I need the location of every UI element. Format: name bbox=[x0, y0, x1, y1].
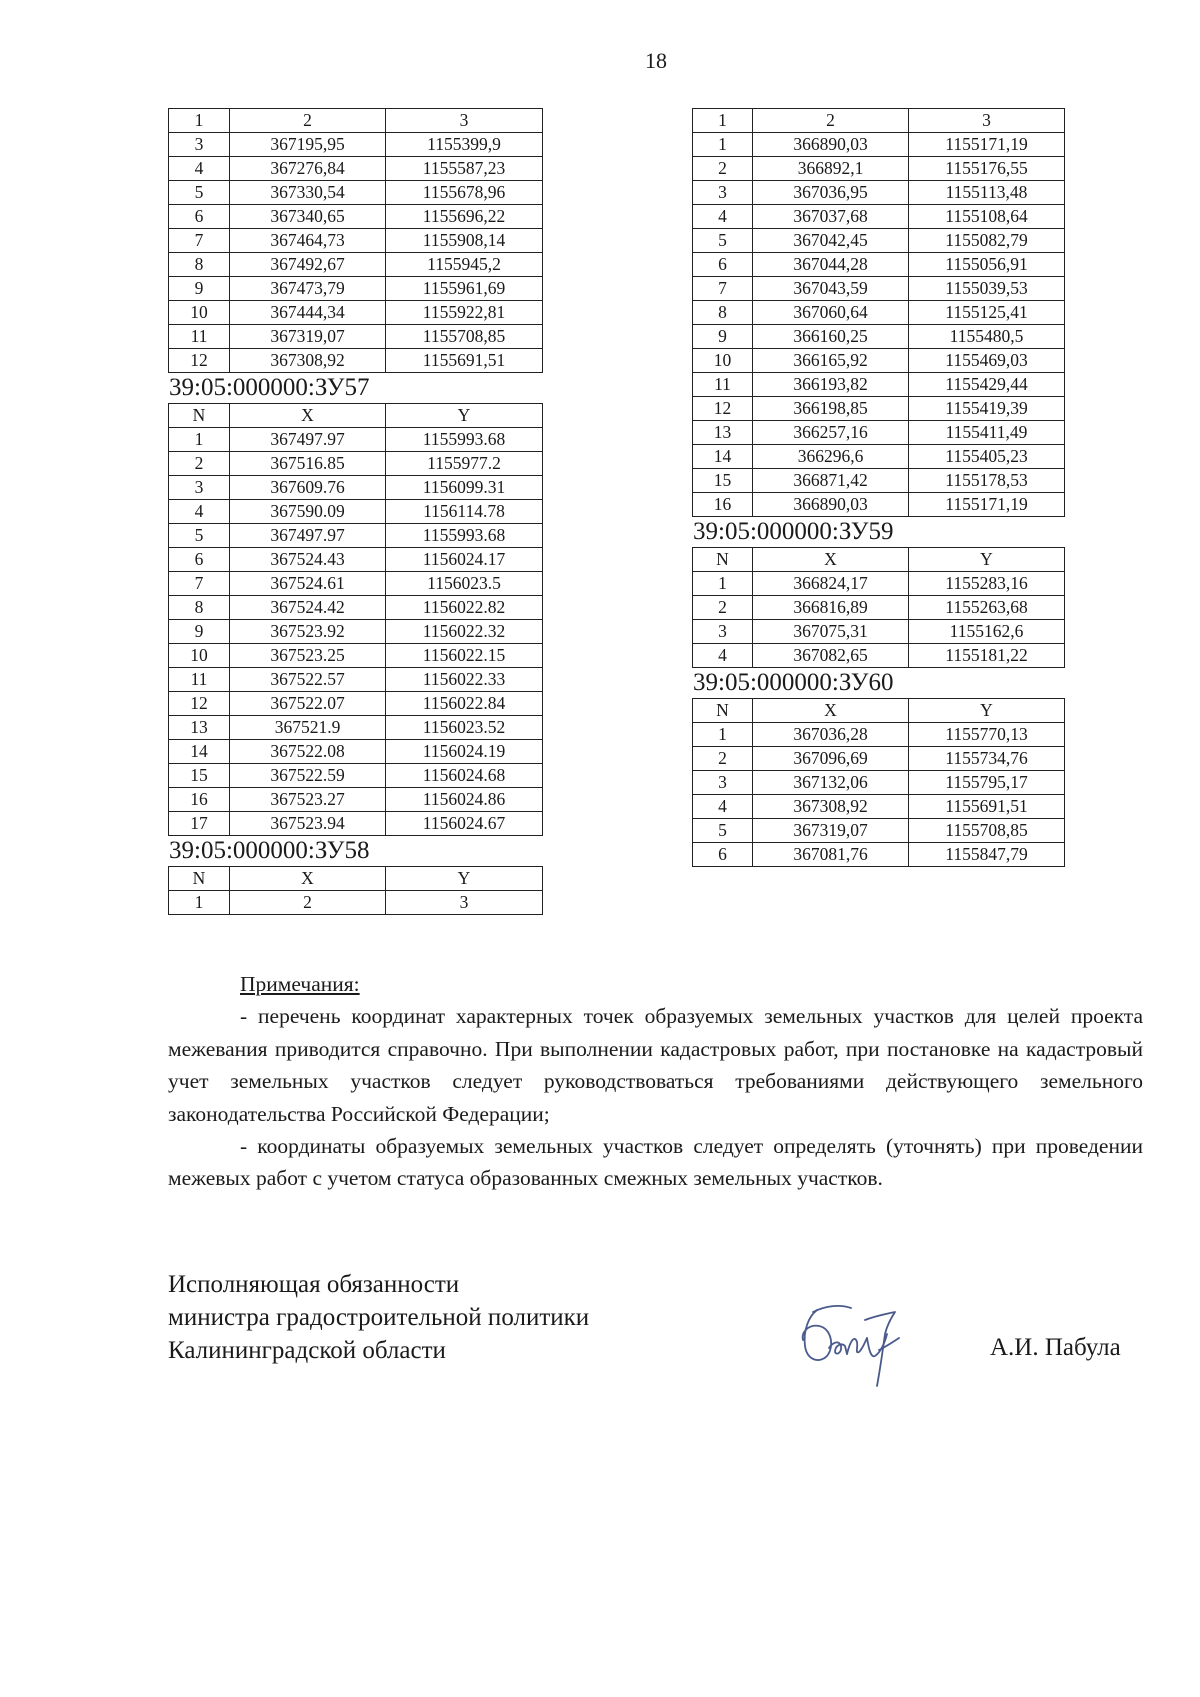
coords-table-zu60 bbox=[692, 698, 1065, 867]
point-number-cell: 3 bbox=[169, 133, 230, 157]
x-coordinate-cell: 367044,28 bbox=[753, 253, 909, 277]
x-coordinate-cell: 366890,03 bbox=[753, 133, 909, 157]
x-coordinate-cell: 367522.57 bbox=[230, 668, 386, 692]
table-row bbox=[693, 301, 1065, 325]
table-row bbox=[169, 277, 543, 301]
table-row bbox=[693, 723, 1065, 747]
y-coordinate-cell: 1155847,79 bbox=[909, 843, 1065, 867]
coords-table-zu59 bbox=[692, 547, 1065, 668]
y-coordinate-cell: 1155678,96 bbox=[386, 181, 543, 205]
point-number-cell: 7 bbox=[169, 229, 230, 253]
signer-name: А.И. Пабула bbox=[990, 1334, 1121, 1361]
point-number-cell: N bbox=[169, 867, 230, 891]
point-number-cell: 4 bbox=[169, 157, 230, 181]
x-coordinate-cell: 367523.25 bbox=[230, 644, 386, 668]
y-coordinate-cell: 1156114.78 bbox=[386, 500, 543, 524]
table-row bbox=[169, 181, 543, 205]
x-coordinate-cell: 2 bbox=[753, 109, 909, 133]
point-number-cell: 1 bbox=[169, 109, 230, 133]
y-coordinate-cell: 1155691,51 bbox=[386, 349, 543, 373]
y-coordinate-cell: 1155922,81 bbox=[386, 301, 543, 325]
point-number-cell: 7 bbox=[169, 572, 230, 596]
table-row bbox=[169, 620, 543, 644]
point-number-cell: N bbox=[693, 548, 753, 572]
y-coordinate-cell: 1155263,68 bbox=[909, 596, 1065, 620]
y-coordinate-cell: 1155708,85 bbox=[386, 325, 543, 349]
x-coordinate-cell: 366892,1 bbox=[753, 157, 909, 181]
x-coordinate-cell: 367522.59 bbox=[230, 764, 386, 788]
x-coordinate-cell: 367037,68 bbox=[753, 205, 909, 229]
point-number-cell: 14 bbox=[693, 445, 753, 469]
x-coordinate-cell: 366165,92 bbox=[753, 349, 909, 373]
x-coordinate-cell: X bbox=[230, 404, 386, 428]
x-coordinate-cell: 367523.27 bbox=[230, 788, 386, 812]
table-row bbox=[693, 397, 1065, 421]
point-number-cell: 11 bbox=[169, 668, 230, 692]
y-coordinate-cell: 1156024.67 bbox=[386, 812, 543, 836]
x-coordinate-cell: 367081,76 bbox=[753, 843, 909, 867]
y-coordinate-cell: 1155993.68 bbox=[386, 524, 543, 548]
x-coordinate-cell: 366257,16 bbox=[753, 421, 909, 445]
y-coordinate-cell: 1155171,19 bbox=[909, 493, 1065, 517]
note-item-2: - координаты образуемых земельных участков следует определять (уточнять) при проведении межевых работ с учетом статуса образованных смежных земельных участков. bbox=[168, 1134, 1143, 1191]
table-row bbox=[693, 795, 1065, 819]
table-row bbox=[169, 891, 543, 915]
point-number-cell: 2 bbox=[693, 596, 753, 620]
table-row bbox=[169, 349, 543, 373]
left-column bbox=[168, 108, 543, 915]
point-number-cell: 1 bbox=[693, 572, 753, 596]
coords-table-right-continuation bbox=[692, 108, 1065, 517]
point-number-cell: 1 bbox=[169, 891, 230, 915]
y-coordinate-cell: Y bbox=[386, 404, 543, 428]
y-coordinate-cell: Y bbox=[909, 699, 1065, 723]
x-coordinate-cell: 367082,65 bbox=[753, 644, 909, 668]
x-coordinate-cell: 366160,25 bbox=[753, 325, 909, 349]
x-coordinate-cell: 367043,59 bbox=[753, 277, 909, 301]
table-row bbox=[169, 157, 543, 181]
y-coordinate-cell: 1155429,44 bbox=[909, 373, 1065, 397]
table-row bbox=[693, 181, 1065, 205]
table-row bbox=[693, 843, 1065, 867]
table-row bbox=[169, 812, 543, 836]
y-coordinate-cell: 1155399,9 bbox=[386, 133, 543, 157]
point-number-cell: 9 bbox=[169, 620, 230, 644]
y-coordinate-cell: 1155977.2 bbox=[386, 452, 543, 476]
table-row bbox=[169, 596, 543, 620]
point-number-cell: 6 bbox=[693, 843, 753, 867]
coords-table-zu58 bbox=[168, 866, 543, 915]
table-row bbox=[169, 524, 543, 548]
x-coordinate-cell: 367492,67 bbox=[230, 253, 386, 277]
notes-block bbox=[168, 968, 1143, 1195]
point-number-cell: 13 bbox=[169, 716, 230, 740]
y-coordinate-cell: 1155419,39 bbox=[909, 397, 1065, 421]
y-coordinate-cell: 3 bbox=[909, 109, 1065, 133]
right-column bbox=[692, 108, 1065, 867]
table-row bbox=[693, 349, 1065, 373]
x-coordinate-cell: 367036,28 bbox=[753, 723, 909, 747]
y-coordinate-cell: 1156024.86 bbox=[386, 788, 543, 812]
x-coordinate-cell: 367524.61 bbox=[230, 572, 386, 596]
y-coordinate-cell: 1155056,91 bbox=[909, 253, 1065, 277]
y-coordinate-cell: 1155696,22 bbox=[386, 205, 543, 229]
table-row bbox=[693, 596, 1065, 620]
table-row bbox=[693, 325, 1065, 349]
point-number-cell: 12 bbox=[169, 349, 230, 373]
table-row bbox=[169, 428, 543, 452]
point-number-cell: N bbox=[693, 699, 753, 723]
table-row bbox=[169, 205, 543, 229]
point-number-cell: 11 bbox=[169, 325, 230, 349]
point-number-cell: 3 bbox=[693, 620, 753, 644]
x-coordinate-cell: 367473,79 bbox=[230, 277, 386, 301]
x-coordinate-cell: 366816,89 bbox=[753, 596, 909, 620]
y-coordinate-cell: 1155181,22 bbox=[909, 644, 1065, 668]
y-coordinate-cell: 1155480,5 bbox=[909, 325, 1065, 349]
x-coordinate-cell: 367521.9 bbox=[230, 716, 386, 740]
table-row bbox=[693, 493, 1065, 517]
point-number-cell: 4 bbox=[693, 644, 753, 668]
point-number-cell: 9 bbox=[169, 277, 230, 301]
point-number-cell: 7 bbox=[693, 277, 753, 301]
y-coordinate-cell: 1155945,2 bbox=[386, 253, 543, 277]
y-coordinate-cell: 1155108,64 bbox=[909, 205, 1065, 229]
x-coordinate-cell: 367096,69 bbox=[753, 747, 909, 771]
y-coordinate-cell: 1155734,76 bbox=[909, 747, 1065, 771]
x-coordinate-cell: 367060,64 bbox=[753, 301, 909, 325]
section-title-zu57: 39:05:000000:ЗУ57 bbox=[169, 374, 370, 401]
x-coordinate-cell: 367464,73 bbox=[230, 229, 386, 253]
point-number-cell: 8 bbox=[169, 596, 230, 620]
page-number: 18 bbox=[645, 48, 667, 73]
x-coordinate-cell: 367036,95 bbox=[753, 181, 909, 205]
table-row bbox=[693, 469, 1065, 493]
point-number-cell: 5 bbox=[693, 229, 753, 253]
handwritten-signature bbox=[795, 1298, 910, 1393]
table-header-row bbox=[693, 109, 1065, 133]
point-number-cell: 4 bbox=[693, 795, 753, 819]
table-row bbox=[169, 500, 543, 524]
point-number-cell: 15 bbox=[693, 469, 753, 493]
table-header-row bbox=[693, 699, 1065, 723]
table-row bbox=[169, 301, 543, 325]
table-row bbox=[693, 277, 1065, 301]
y-coordinate-cell: 3 bbox=[386, 109, 543, 133]
table-header-row bbox=[169, 404, 543, 428]
point-number-cell: 10 bbox=[169, 644, 230, 668]
y-coordinate-cell: Y bbox=[386, 867, 543, 891]
point-number-cell: 15 bbox=[169, 764, 230, 788]
x-coordinate-cell: 367075,31 bbox=[753, 620, 909, 644]
x-coordinate-cell: 367524.43 bbox=[230, 548, 386, 572]
y-coordinate-cell: 1156022.84 bbox=[386, 692, 543, 716]
point-number-cell: 2 bbox=[693, 157, 753, 181]
y-coordinate-cell: 1156022.33 bbox=[386, 668, 543, 692]
x-coordinate-cell: 366871,42 bbox=[753, 469, 909, 493]
y-coordinate-cell: 1155908,14 bbox=[386, 229, 543, 253]
point-number-cell: 1 bbox=[693, 133, 753, 157]
table-row bbox=[693, 445, 1065, 469]
signatory-title bbox=[168, 1268, 589, 1367]
point-number-cell: 6 bbox=[693, 253, 753, 277]
y-coordinate-cell: 3 bbox=[386, 891, 543, 915]
table-header-row bbox=[169, 867, 543, 891]
x-coordinate-cell: 366890,03 bbox=[753, 493, 909, 517]
signatory-line-1: Исполняющая обязанности bbox=[168, 1271, 460, 1298]
y-coordinate-cell: 1155708,85 bbox=[909, 819, 1065, 843]
table-row bbox=[169, 325, 543, 349]
point-number-cell: 11 bbox=[693, 373, 753, 397]
x-coordinate-cell: 2 bbox=[230, 109, 386, 133]
section-title-zu58: 39:05:000000:ЗУ58 bbox=[169, 837, 370, 864]
point-number-cell: 12 bbox=[693, 397, 753, 421]
table-row bbox=[693, 747, 1065, 771]
coords-table-left-continuation bbox=[168, 108, 543, 373]
y-coordinate-cell: 1156022.15 bbox=[386, 644, 543, 668]
point-number-cell: 6 bbox=[169, 548, 230, 572]
point-number-cell: 4 bbox=[169, 500, 230, 524]
x-coordinate-cell: 367609.76 bbox=[230, 476, 386, 500]
x-coordinate-cell: 367195,95 bbox=[230, 133, 386, 157]
y-coordinate-cell: 1156024.19 bbox=[386, 740, 543, 764]
point-number-cell: 8 bbox=[169, 253, 230, 277]
point-number-cell: 5 bbox=[693, 819, 753, 843]
table-row bbox=[169, 692, 543, 716]
y-coordinate-cell: 1156024.68 bbox=[386, 764, 543, 788]
point-number-cell: 1 bbox=[693, 109, 753, 133]
table-row bbox=[693, 229, 1065, 253]
point-number-cell: 12 bbox=[169, 692, 230, 716]
table-header-row bbox=[693, 548, 1065, 572]
point-number-cell: 16 bbox=[693, 493, 753, 517]
y-coordinate-cell: Y bbox=[909, 548, 1065, 572]
table-row bbox=[169, 668, 543, 692]
x-coordinate-cell: 367132,06 bbox=[753, 771, 909, 795]
x-coordinate-cell: 366296,6 bbox=[753, 445, 909, 469]
x-coordinate-cell: 367444,34 bbox=[230, 301, 386, 325]
coords-table-zu57 bbox=[168, 403, 543, 836]
x-coordinate-cell: 367522.07 bbox=[230, 692, 386, 716]
point-number-cell: 17 bbox=[169, 812, 230, 836]
x-coordinate-cell: 367042,45 bbox=[753, 229, 909, 253]
y-coordinate-cell: 1155469,03 bbox=[909, 349, 1065, 373]
x-coordinate-cell: 367308,92 bbox=[753, 795, 909, 819]
section-title-zu59: 39:05:000000:ЗУ59 bbox=[693, 518, 894, 545]
table-row bbox=[693, 373, 1065, 397]
y-coordinate-cell: 1155125,41 bbox=[909, 301, 1065, 325]
note-item-1: - перечень координат характерных точек образуемых земельных участков для целей проекта межевания приводится справочно. При выполнении кадастровых работ, при постановке на кадастровый учет земельных участков следует руководствоваться требованиями действующего земельного законодательства Российской Федерации; bbox=[168, 1004, 1143, 1126]
table-row bbox=[693, 771, 1065, 795]
x-coordinate-cell: 367340,65 bbox=[230, 205, 386, 229]
x-coordinate-cell: 366824,17 bbox=[753, 572, 909, 596]
table-row bbox=[169, 229, 543, 253]
y-coordinate-cell: 1156024.17 bbox=[386, 548, 543, 572]
y-coordinate-cell: 1156023.5 bbox=[386, 572, 543, 596]
table-row bbox=[169, 452, 543, 476]
y-coordinate-cell: 1155039,53 bbox=[909, 277, 1065, 301]
x-coordinate-cell: 2 bbox=[230, 891, 386, 915]
x-coordinate-cell: 367319,07 bbox=[753, 819, 909, 843]
y-coordinate-cell: 1156099.31 bbox=[386, 476, 543, 500]
x-coordinate-cell: 366193,82 bbox=[753, 373, 909, 397]
table-header-row bbox=[169, 109, 543, 133]
point-number-cell: 2 bbox=[693, 747, 753, 771]
point-number-cell: 10 bbox=[693, 349, 753, 373]
y-coordinate-cell: 1155178,53 bbox=[909, 469, 1065, 493]
table-row bbox=[169, 740, 543, 764]
y-coordinate-cell: 1155770,13 bbox=[909, 723, 1065, 747]
table-row bbox=[693, 819, 1065, 843]
table-row bbox=[169, 572, 543, 596]
x-coordinate-cell: 367590.09 bbox=[230, 500, 386, 524]
table-row bbox=[693, 644, 1065, 668]
x-coordinate-cell: 367516.85 bbox=[230, 452, 386, 476]
y-coordinate-cell: 1155283,16 bbox=[909, 572, 1065, 596]
table-row bbox=[169, 548, 543, 572]
point-number-cell: 5 bbox=[169, 524, 230, 548]
y-coordinate-cell: 1155405,23 bbox=[909, 445, 1065, 469]
point-number-cell: 3 bbox=[169, 476, 230, 500]
table-row bbox=[693, 620, 1065, 644]
x-coordinate-cell: 367330,54 bbox=[230, 181, 386, 205]
y-coordinate-cell: 1156022.82 bbox=[386, 596, 543, 620]
y-coordinate-cell: 1155993.68 bbox=[386, 428, 543, 452]
y-coordinate-cell: 1155082,79 bbox=[909, 229, 1065, 253]
section-title-zu60: 39:05:000000:ЗУ60 bbox=[693, 669, 894, 696]
point-number-cell: 3 bbox=[693, 771, 753, 795]
point-number-cell: N bbox=[169, 404, 230, 428]
x-coordinate-cell: 367319,07 bbox=[230, 325, 386, 349]
table-row bbox=[693, 133, 1065, 157]
point-number-cell: 8 bbox=[693, 301, 753, 325]
point-number-cell: 1 bbox=[169, 428, 230, 452]
x-coordinate-cell: 367524.42 bbox=[230, 596, 386, 620]
table-row bbox=[693, 157, 1065, 181]
point-number-cell: 13 bbox=[693, 421, 753, 445]
table-row bbox=[693, 253, 1065, 277]
x-coordinate-cell: 367523.92 bbox=[230, 620, 386, 644]
point-number-cell: 3 bbox=[693, 181, 753, 205]
x-coordinate-cell: 367276,84 bbox=[230, 157, 386, 181]
y-coordinate-cell: 1155171,19 bbox=[909, 133, 1065, 157]
table-row bbox=[693, 421, 1065, 445]
x-coordinate-cell: X bbox=[230, 867, 386, 891]
x-coordinate-cell: 367497.97 bbox=[230, 524, 386, 548]
point-number-cell: 6 bbox=[169, 205, 230, 229]
y-coordinate-cell: 1155587,23 bbox=[386, 157, 543, 181]
y-coordinate-cell: 1156022.32 bbox=[386, 620, 543, 644]
point-number-cell: 5 bbox=[169, 181, 230, 205]
x-coordinate-cell: 367523.94 bbox=[230, 812, 386, 836]
table-row bbox=[169, 253, 543, 277]
point-number-cell: 14 bbox=[169, 740, 230, 764]
x-coordinate-cell: X bbox=[753, 548, 909, 572]
point-number-cell: 2 bbox=[169, 452, 230, 476]
y-coordinate-cell: 1155113,48 bbox=[909, 181, 1065, 205]
x-coordinate-cell: 367308,92 bbox=[230, 349, 386, 373]
y-coordinate-cell: 1155795,17 bbox=[909, 771, 1065, 795]
table-row bbox=[169, 644, 543, 668]
x-coordinate-cell: X bbox=[753, 699, 909, 723]
table-row bbox=[169, 788, 543, 812]
table-row bbox=[169, 133, 543, 157]
point-number-cell: 10 bbox=[169, 301, 230, 325]
notes-title: Примечания: bbox=[240, 972, 360, 996]
table-row bbox=[693, 572, 1065, 596]
table-row bbox=[169, 764, 543, 788]
point-number-cell: 4 bbox=[693, 205, 753, 229]
point-number-cell: 16 bbox=[169, 788, 230, 812]
x-coordinate-cell: 366198,85 bbox=[753, 397, 909, 421]
signatory-line-3: Калининградской области bbox=[168, 1337, 446, 1364]
table-row bbox=[169, 716, 543, 740]
table-row bbox=[169, 476, 543, 500]
point-number-cell: 1 bbox=[693, 723, 753, 747]
x-coordinate-cell: 367497.97 bbox=[230, 428, 386, 452]
y-coordinate-cell: 1155961,69 bbox=[386, 277, 543, 301]
y-coordinate-cell: 1155176,55 bbox=[909, 157, 1065, 181]
table-row bbox=[693, 205, 1065, 229]
signatory-line-2: министра градостроительной политики bbox=[168, 1304, 590, 1331]
y-coordinate-cell: 1156023.52 bbox=[386, 716, 543, 740]
point-number-cell: 9 bbox=[693, 325, 753, 349]
y-coordinate-cell: 1155411,49 bbox=[909, 421, 1065, 445]
x-coordinate-cell: 367522.08 bbox=[230, 740, 386, 764]
y-coordinate-cell: 1155162,6 bbox=[909, 620, 1065, 644]
y-coordinate-cell: 1155691,51 bbox=[909, 795, 1065, 819]
